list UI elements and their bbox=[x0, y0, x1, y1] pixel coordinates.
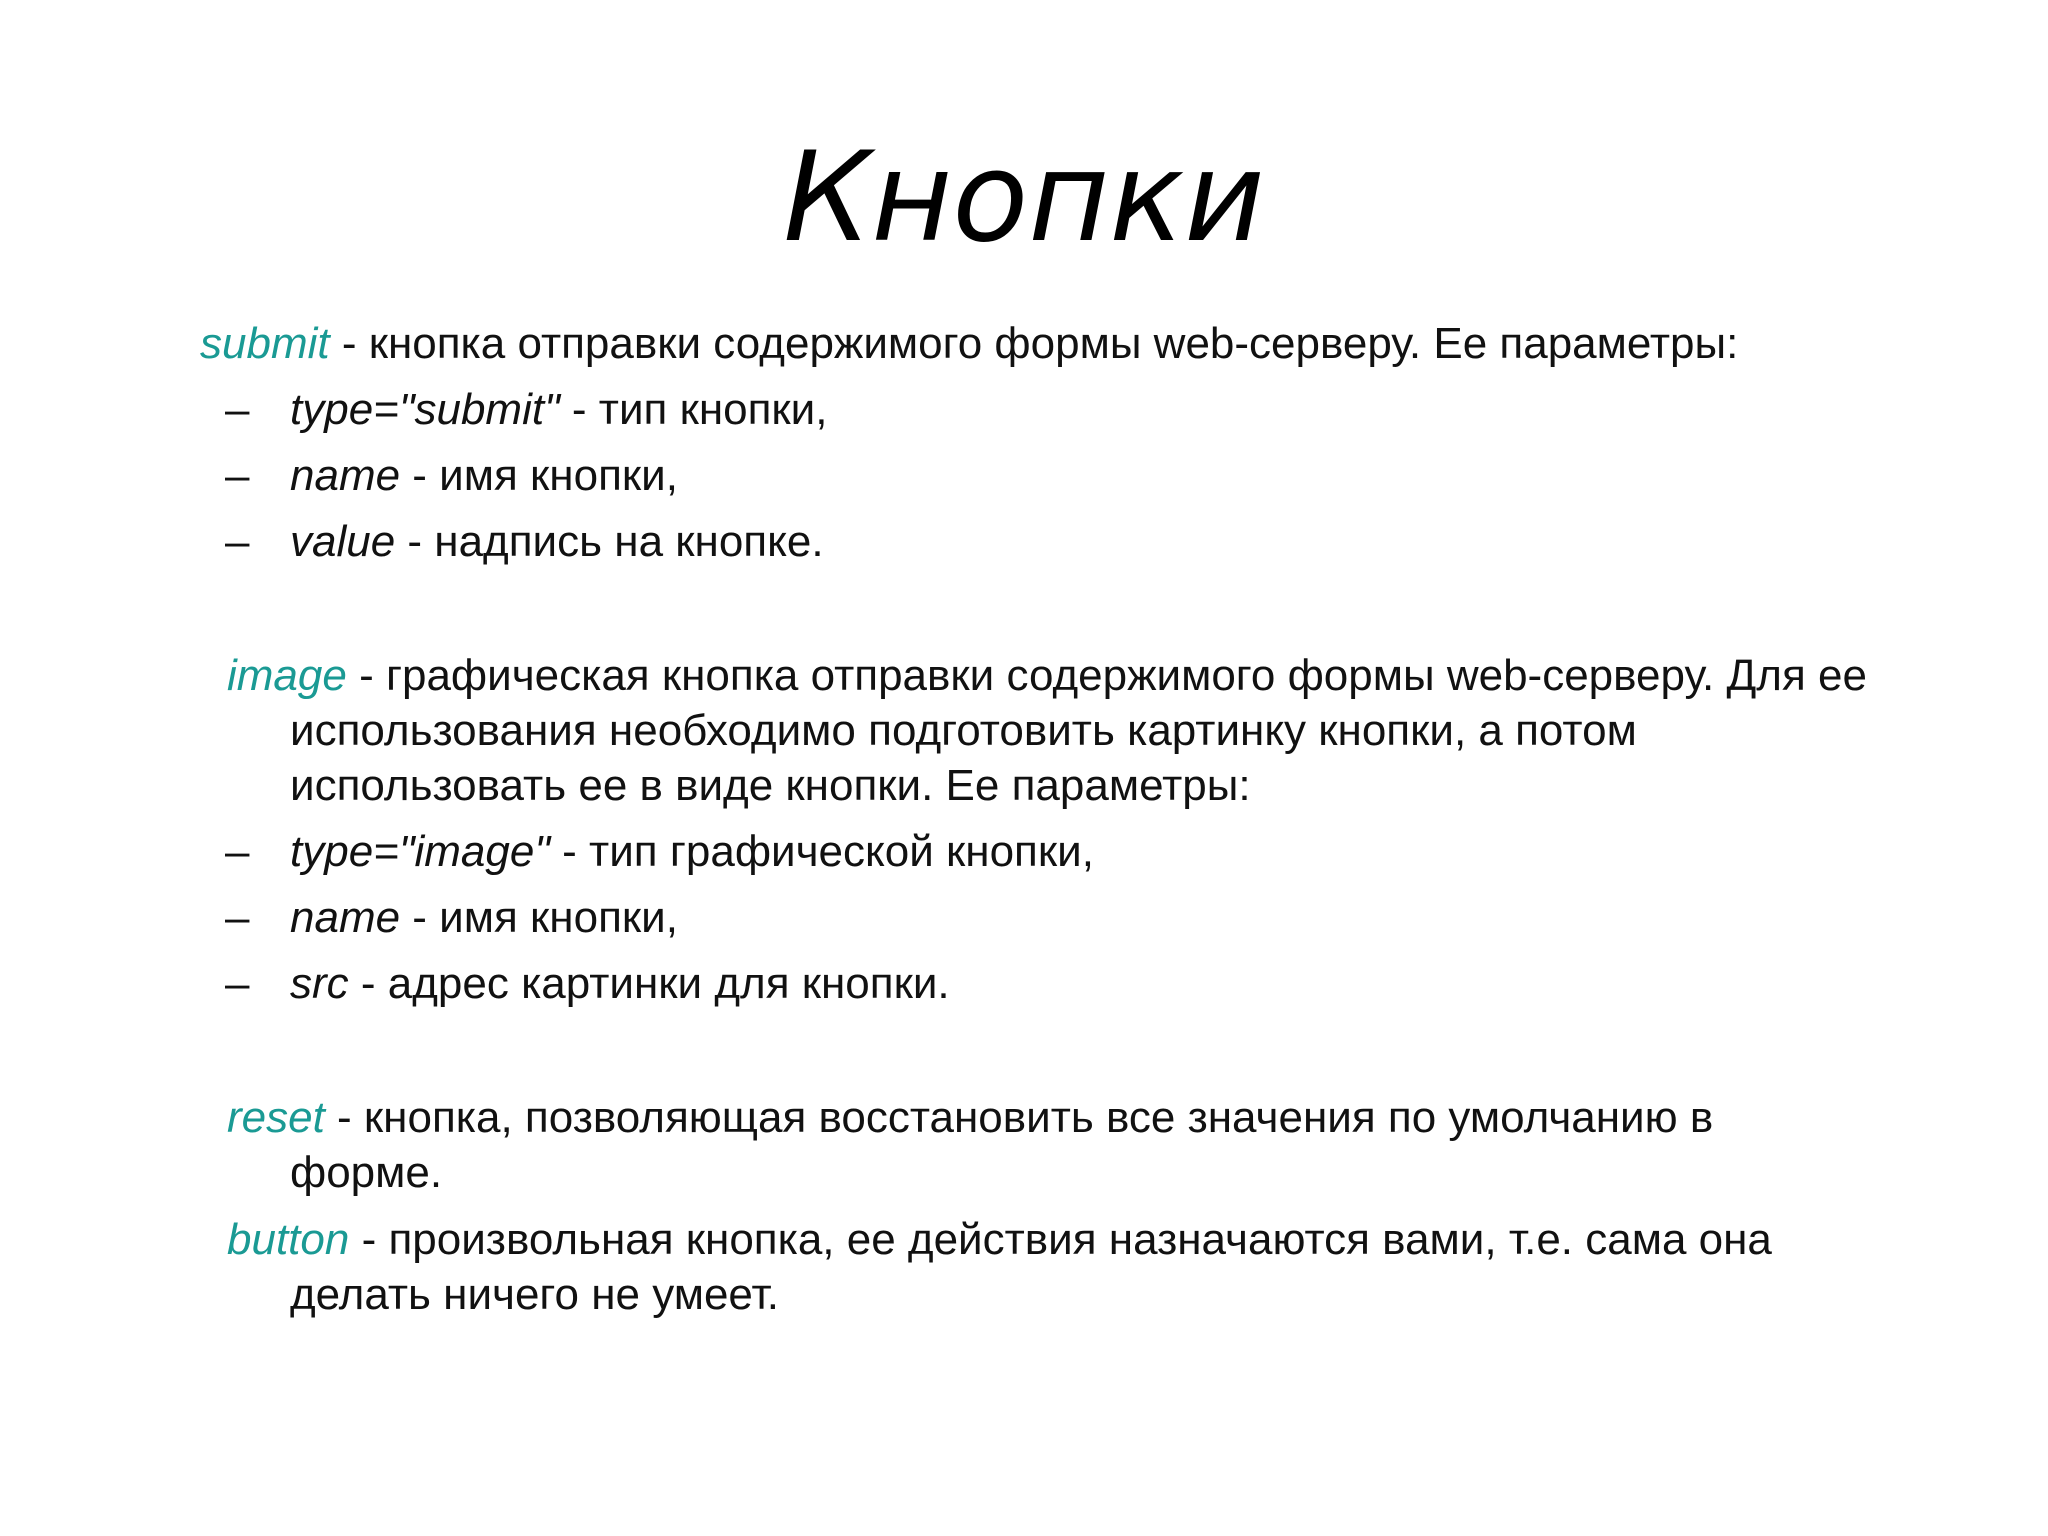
image-definition bbox=[227, 648, 1867, 704]
reset-keyword: reset bbox=[227, 1093, 325, 1142]
slide-title: Кнопки bbox=[783, 126, 1265, 270]
submit-param-2-dash: – bbox=[225, 451, 250, 500]
image-param-3-dash: – bbox=[225, 959, 250, 1008]
param-desc: - имя кнопки, bbox=[400, 893, 678, 942]
param-term: name bbox=[290, 893, 401, 942]
image-description-line1: - графическая кнопка отправки содержимого формы web-серверу. Для ее bbox=[346, 651, 1867, 700]
submit-description: - кнопка отправки содержимого формы web-серверу. Ее параметры: bbox=[329, 319, 1739, 368]
button-keyword: button bbox=[227, 1215, 350, 1264]
submit-param-3-dash: – bbox=[225, 517, 250, 566]
button-definition bbox=[227, 1212, 1772, 1268]
button-description-line2: делать ничего не умеет. bbox=[290, 1270, 779, 1319]
param-desc: - надпись на кнопке. bbox=[395, 517, 824, 566]
submit-param-name bbox=[290, 448, 678, 504]
param-term: type="submit" bbox=[290, 385, 560, 434]
submit-param-value bbox=[290, 514, 824, 570]
reset-definition bbox=[227, 1090, 1713, 1146]
image-param-2-dash: – bbox=[225, 893, 250, 942]
param-desc: - тип кнопки, bbox=[559, 385, 828, 434]
reset-description-line2: форме. bbox=[290, 1148, 443, 1197]
param-desc: - имя кнопки, bbox=[400, 451, 678, 500]
reset-description-line1: - кнопка, позволяющая восстановить все значения по умолчанию в bbox=[324, 1093, 1714, 1142]
param-desc: - адрес картинки для кнопки. bbox=[348, 959, 950, 1008]
image-param-src bbox=[290, 956, 950, 1012]
image-keyword: image bbox=[227, 651, 347, 700]
param-term: name bbox=[290, 451, 401, 500]
param-desc: - тип графической кнопки, bbox=[549, 827, 1094, 876]
param-term: src bbox=[290, 959, 349, 1008]
submit-param-1-dash: – bbox=[225, 385, 250, 434]
submit-param-type bbox=[290, 382, 827, 438]
button-description-line1: - произвольная кнопка, ее действия назначаются вами, т.е. сама она bbox=[349, 1215, 1772, 1264]
image-param-1-dash: – bbox=[225, 827, 250, 876]
param-term: value bbox=[290, 517, 396, 566]
image-param-type bbox=[290, 824, 1094, 880]
submit-keyword: submit bbox=[200, 319, 330, 368]
image-description-line3: использовать ее в виде кнопки. Ее параметры: bbox=[290, 761, 1251, 810]
image-param-name bbox=[290, 890, 678, 946]
param-term: type="image" bbox=[290, 827, 550, 876]
image-description-line2: использования необходимо подготовить картинку кнопки, а потом bbox=[290, 706, 1637, 755]
submit-definition bbox=[200, 316, 1738, 372]
